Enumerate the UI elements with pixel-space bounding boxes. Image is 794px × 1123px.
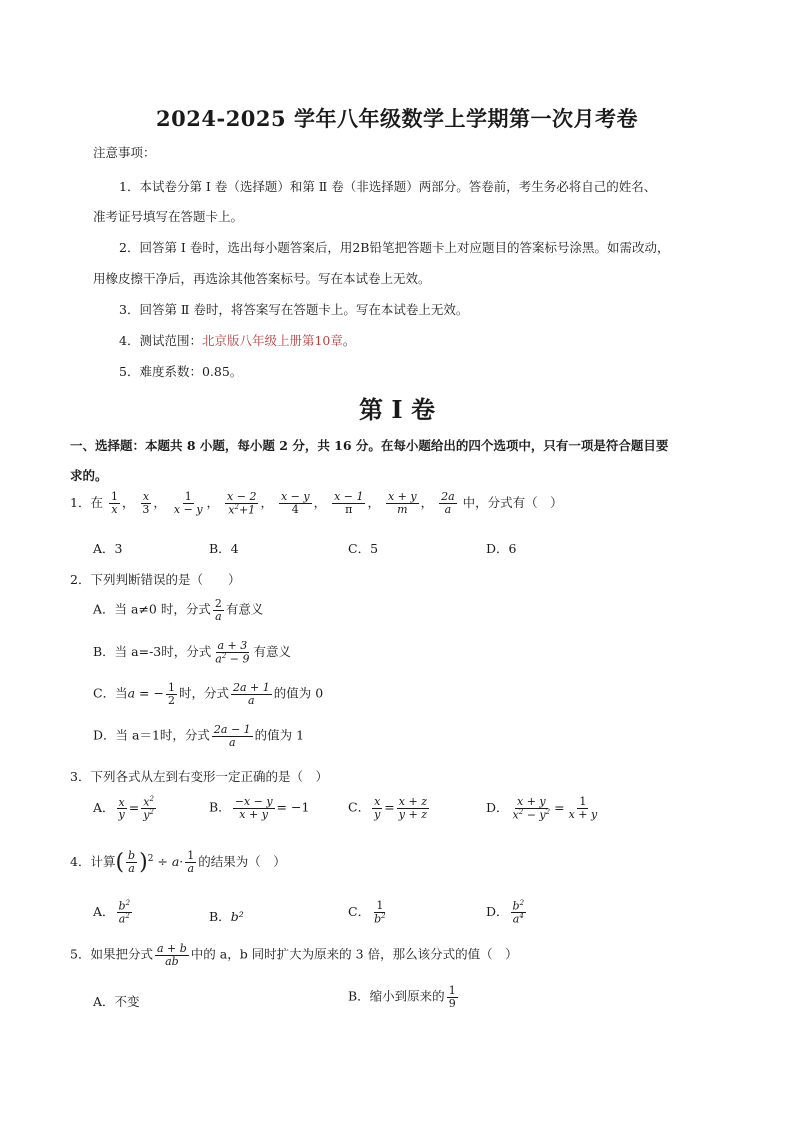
q5-option-a: A．不变 (93, 994, 140, 1009)
q5-frac: $\frac{a + b}{ab}$ (156, 942, 187, 968)
notice-heading: 注意事项： (93, 145, 156, 160)
q2-c-frac: $\frac{2a + 1}{a}$ (232, 681, 270, 707)
q3-option-d: D． $\frac{x + y}{x^2 - y^2}$ = $\frac{1}{x + y}$ (486, 795, 598, 822)
notice-item-2: 2．回答第 Ⅰ 卷时，选出每小题答案后，用2B铅笔把答题卡上对应题目的答案标号涂黑。如需改动， (119, 240, 670, 255)
q4-option-d: D． $\frac{b^2}{a^4}$ (486, 899, 525, 926)
notice-item-4-suffix: 。 (342, 333, 356, 348)
notice-item-4 (119, 331, 355, 349)
notice-item-4-prefix: 4．测试范围： (119, 333, 202, 348)
question-3: 3．下列各式从左到右变形一定正确的是（ ） (70, 769, 328, 784)
q2-c-post: 的值为 0 (273, 685, 324, 701)
q4-option-b (209, 907, 244, 925)
q5-option-b (348, 985, 460, 1009)
q3-option-a: A． $\frac{x}{y}$ = $\frac{x^2}{y^2}$ (93, 795, 154, 822)
notice-item-1-cont: 准考证号填写在答题卡上。 (93, 209, 244, 224)
q1-option-d: D．6 (486, 541, 517, 556)
q4-d-label: D． (486, 904, 509, 920)
section-title: 第 I 卷 (359, 395, 435, 424)
q1-suffix: 中，分式有（ ） (462, 494, 563, 510)
q2-c-mid: 时，分式 (178, 685, 229, 701)
question-5 (70, 943, 518, 967)
q3-c-label: C． (348, 799, 371, 815)
q2-b-post: 有意义 (253, 643, 292, 659)
q3-option-c: C． $\frac{x}{y}$ = $\frac{x + z}{y + z}$ (348, 795, 428, 821)
q1-expr-6: $\frac{x - 1}{\pi}$ (334, 490, 364, 516)
q1-expr-8: $\frac{2a}{a}$ (441, 490, 455, 516)
q4-option-c: C． $\frac{1}{b^2}$ (348, 899, 386, 926)
part1-heading-label: 一、选择题： (70, 438, 146, 453)
q2-d-frac: $\frac{2a - 1}{a}$ (213, 723, 251, 749)
q2-b-frac: $\frac{a + 3}{a^2 - 9}$ (215, 639, 250, 666)
q5-b-pre: B．缩小到原来的 (348, 988, 445, 1004)
q4-a-label: A． (93, 904, 115, 920)
notice-item-1: 1．本试卷分第 Ⅰ 卷（选择题）和第 Ⅱ 卷（非选择题）两部分。答卷前，考生务必将自己的姓名、 (119, 179, 657, 194)
question-1: 1．在 $\frac{1}{x}$ ， $\frac{x}{3}$ ， $\frac{1}{x - y}$ ， $\frac{x - 2}{x^2+1}$ ， $\frac{x - y}{4}$ ， $\frac{x - 1}{\pi}$ ， $\frac{x + y}{m}$ ， $\frac{2a}{a}$ 中，分式有（ ） (70, 490, 563, 517)
question-4: 4．计算( $\frac{b}{a}$ )$^2$ ÷ a· $\frac{1}{a}$ 的结果为（ ） (70, 849, 286, 875)
q2-option-a (93, 598, 263, 622)
part1-heading-text: 本题共 8 小题，每小题 2 分，共 16 分。在每小题给出的四个选项中，只有一项是符合题目要 (145, 438, 669, 453)
q3-a-label: A． (93, 800, 115, 816)
q3-d-label: D． (486, 799, 509, 815)
q2-c-pre: C．当 (93, 685, 128, 701)
part1-heading (70, 436, 668, 454)
question-2: 2．下列判断错误的是（ ） (70, 572, 241, 587)
q5-b-frac: $\frac{1}{9}$ (448, 984, 456, 1010)
notice-item-2-cont: 用橡皮擦干净后，再选涂其他答案标号。写在本试卷上无效。 (93, 271, 431, 286)
q3-option-b: B． $\frac{-x - y}{x + y}$ = −1 (209, 795, 310, 821)
q2-d-post: 的值为 1 (254, 727, 305, 743)
q2-a-frac: $\frac{2}{a}$ (214, 597, 222, 623)
page-title: 2024-2025 学年八年级数学上学期第一次月考卷 (156, 106, 638, 131)
q2-b-pre: B．当 a=-3时，分式 (93, 643, 212, 659)
q4-stem-pre: 4．计算 (70, 854, 116, 869)
test-scope: 北京版八年级上册第10章 (201, 333, 343, 348)
q1-option-b: B．4 (209, 541, 239, 556)
q1-option-a: A．3 (93, 541, 123, 556)
q2-a-post: 有意义 (225, 601, 264, 617)
q1-expr-5: $\frac{x - y}{4}$ (280, 490, 310, 516)
notice-item-3: 3．回答第 Ⅱ 卷时，将答案写在答题卡上。写在本试卷上无效。 (119, 302, 469, 317)
part1-heading-cont: 求的。 (70, 468, 108, 483)
q2-d-pre: D．当 a＝1时，分式 (93, 727, 210, 743)
q4-base-frac: $\frac{b}{a}$ (128, 849, 136, 875)
q1-expr-1: $\frac{1}{x}$ (110, 490, 118, 516)
q4-c-label: C． (348, 903, 371, 919)
q2-option-b (93, 640, 291, 665)
q1-prefix: 1．在 (70, 494, 103, 510)
q2-option-c: C．当a = − $\frac{1}{2}$ 时，分式 $\frac{2a + 1}{a}$ 的值为 0 (93, 681, 324, 707)
q5-stem-post: 中的 a，b 同时扩大为原来的 3 倍，那么该分式的值（ ） (190, 946, 518, 962)
q2-a-pre: A．当 a≠0 时，分式 (93, 601, 211, 617)
q4-option-a: A． $\frac{b^2}{a^2}$ (93, 899, 131, 926)
q2-option-d (93, 724, 304, 748)
q2-c-value: $\frac{1}{2}$ (167, 681, 175, 707)
notice-item-5: 5．难度系数：0.85。 (119, 364, 243, 379)
q1-expr-3: $\frac{1}{x - y}$ (173, 490, 203, 516)
q4-b-label: B． (209, 909, 231, 924)
q1-expr-4: $\frac{x - 2}{x^2+1}$ (227, 490, 257, 517)
q4-mult-frac: $\frac{1}{a}$ (187, 849, 195, 875)
q4-b-value: b² (230, 909, 244, 924)
q1-option-c: C．5 (348, 541, 379, 556)
q5-stem-pre: 5．如果把分式 (70, 946, 153, 962)
q1-expr-2: $\frac{x}{3}$ (142, 490, 150, 516)
q3-b-label: B． (209, 799, 231, 815)
q1-expr-7: $\frac{x + y}{m}$ (387, 490, 417, 516)
q4-stem-post: 的结果为（ ） (198, 854, 286, 869)
